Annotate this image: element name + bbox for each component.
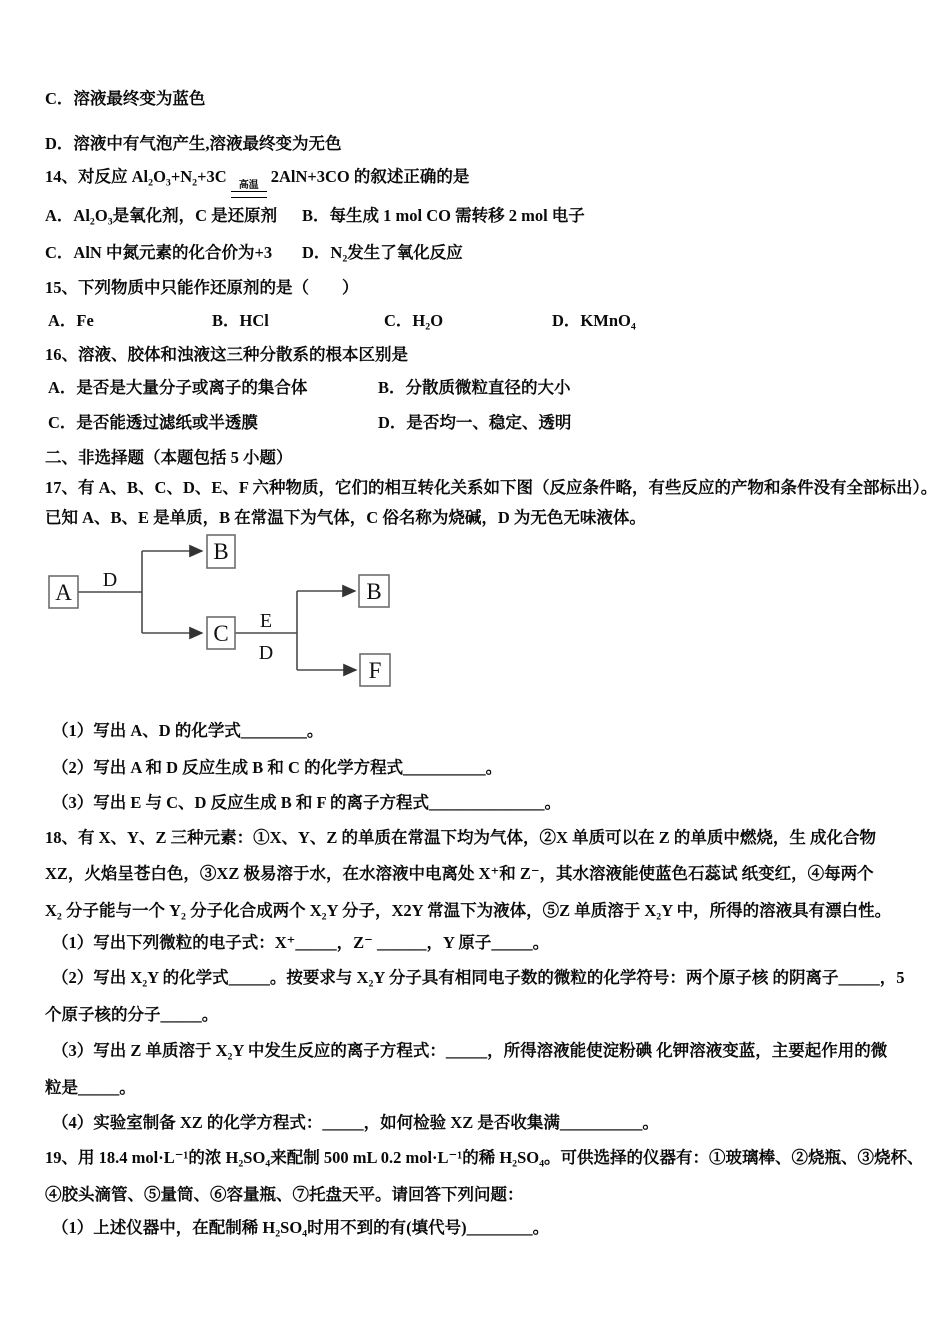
diagram-node-f: F: [368, 658, 382, 683]
q14-stem-suffix: 2AlN+3CO 的叙述正确的是: [270, 167, 470, 186]
q15-options: [48, 310, 636, 332]
q18-sub2-line1: （2）写出 X₂Y 的化学式_____。按要求与 X₂Y 分子具有相同电子数的微粒的化学符号：两个原子核 的阴离子_____，5: [52, 968, 905, 987]
q14-option-d: D．N₂发生了氧化反应: [302, 243, 463, 262]
diagram-edge-label-d2: D: [258, 642, 274, 664]
q15-stem: 15、下列物质中只能作还原剂的是（ ）: [45, 278, 359, 297]
q16-option-a: A．是否是大量分子或离子的集合体: [48, 378, 308, 397]
q19-sub1: （1）上述仪器中，在配制稀 H₂SO₄时用不到的有(填代号)________。: [52, 1218, 550, 1237]
q17-sub1: （1）写出 A、D 的化学式________。: [52, 721, 324, 740]
diagram-edge-label-d1: D: [102, 569, 118, 591]
reaction-condition-text: 高温: [238, 180, 259, 191]
q18-sub3-line1: （3）写出 Z 单质溶于 X₂Y 中发生反应的离子方程式：_____，所得溶液能使淀粉碘 化钾溶液变蓝，主要起作用的微: [52, 1041, 888, 1060]
q17-stem-line1: 17、有 A、B、C、D、E、F 六种物质，它们的相互转化关系如下图（反应条件略，有些反应的产物和条件没有全部标出）。: [45, 478, 938, 497]
q13-option-d: D．溶液中有气泡产生,溶液最终变为无色: [45, 134, 342, 153]
q15-option-c: C．H₂O: [384, 311, 444, 330]
diagram-node-c: C: [213, 621, 229, 646]
q18-stem-line2: XZ，火焰呈苍白色，③XZ 极易溶于水，在水溶液中电离处 X⁺和 Z⁻，其水溶液能使蓝色石蕊试 纸变红，④每两个: [45, 864, 874, 883]
q16-options-cd: [48, 412, 571, 434]
q18-sub3-line2: 粒是_____。: [45, 1078, 136, 1097]
q18-sub4: （4）实验室制备 XZ 的化学方程式：_____，如何检验 XZ 是否收集满__________。: [52, 1113, 659, 1132]
q17-stem-line2: 已知 A、B、E 是单质，B 在常温下为气体，C 俗名称为烧碱，D 为无色无味液体。: [45, 508, 646, 527]
reaction-equals-sign: [231, 191, 267, 198]
q14-stem-prefix: 14、对反应 Al₂O₃+N₂+3C: [45, 167, 227, 186]
q15-option-a: A．Fe: [48, 311, 94, 330]
q16-option-c: C．是否能透过滤纸或半透膜: [48, 413, 258, 432]
q18-stem-line1: 18、有 X、Y、Z 三种元素：①X、Y、Z 的单质在常温下均为气体，②X 单质可以在 Z 的单质中燃烧，生 成化合物: [45, 828, 876, 847]
q16-option-d: D．是否均一、稳定、透明: [378, 413, 572, 432]
q13-option-c: C．溶液最终变为蓝色: [45, 89, 206, 108]
q16-options-ab: [48, 377, 571, 399]
q16-option-b: B．分散质微粒直径的大小: [378, 378, 571, 397]
q19-stem-line2: ④胶头滴管、⑤量筒、⑥容量瓶、⑦托盘天平。请回答下列问题：: [45, 1185, 524, 1204]
diagram-node-a: A: [55, 580, 72, 605]
q15-option-b: B．HCl: [212, 311, 269, 330]
q19-stem-line1: 19、用 18.4 mol·L⁻¹的浓 H₂SO₄来配制 500 mL 0.2 mol·L⁻¹的稀 H₂SO₄。可供选择的仪器有：①玻璃棒、②烧瓶、③烧杯、: [45, 1148, 924, 1167]
q15-option-d: D．KMnO₄: [552, 311, 636, 330]
q17-sub3: （3）写出 E 与 C、D 反应生成 B 和 F 的离子方程式______________。: [52, 793, 562, 812]
q18-stem-line3: X₂ 分子能与一个 Y₂ 分子化合成两个 X₂Y 分子，X2Y 常温下为液体，⑤Z 单质溶于 X₂Y 中，所得的溶液具有漂白性。: [45, 901, 892, 920]
q14-options-cd: [45, 242, 463, 264]
q16-stem: 16、溶液、胶体和浊液这三种分散系的根本区别是: [45, 345, 408, 364]
section-2-title: 二、非选择题（本题包括 5 小题）: [45, 448, 293, 467]
q14-option-c: C．AlN 中氮元素的化合价为+3: [45, 243, 273, 262]
q14-option-a: A．Al₂O₃是氧化剂，C 是还原剂: [45, 206, 278, 225]
q14-stem: [45, 166, 469, 198]
q18-sub1: （1）写出下列微粒的电子式：X⁺_____，Z⁻ ______，Y 原子_____。: [52, 933, 550, 952]
reaction-condition: [231, 180, 267, 198]
q14-option-b: B．每生成 1 mol CO 需转移 2 mol 电子: [302, 206, 585, 225]
q18-sub2-line2: 个原子核的分子_____。: [45, 1005, 219, 1024]
diagram-edge-label-e: E: [259, 610, 273, 632]
q17-sub2: （2）写出 A 和 D 反应生成 B 和 C 的化学方程式__________。: [52, 758, 503, 777]
q17-transformation-diagram: [40, 528, 460, 706]
diagram-node-b-right: B: [366, 579, 382, 604]
diagram-node-b-top: B: [213, 539, 229, 564]
q14-options-ab: [45, 205, 585, 227]
